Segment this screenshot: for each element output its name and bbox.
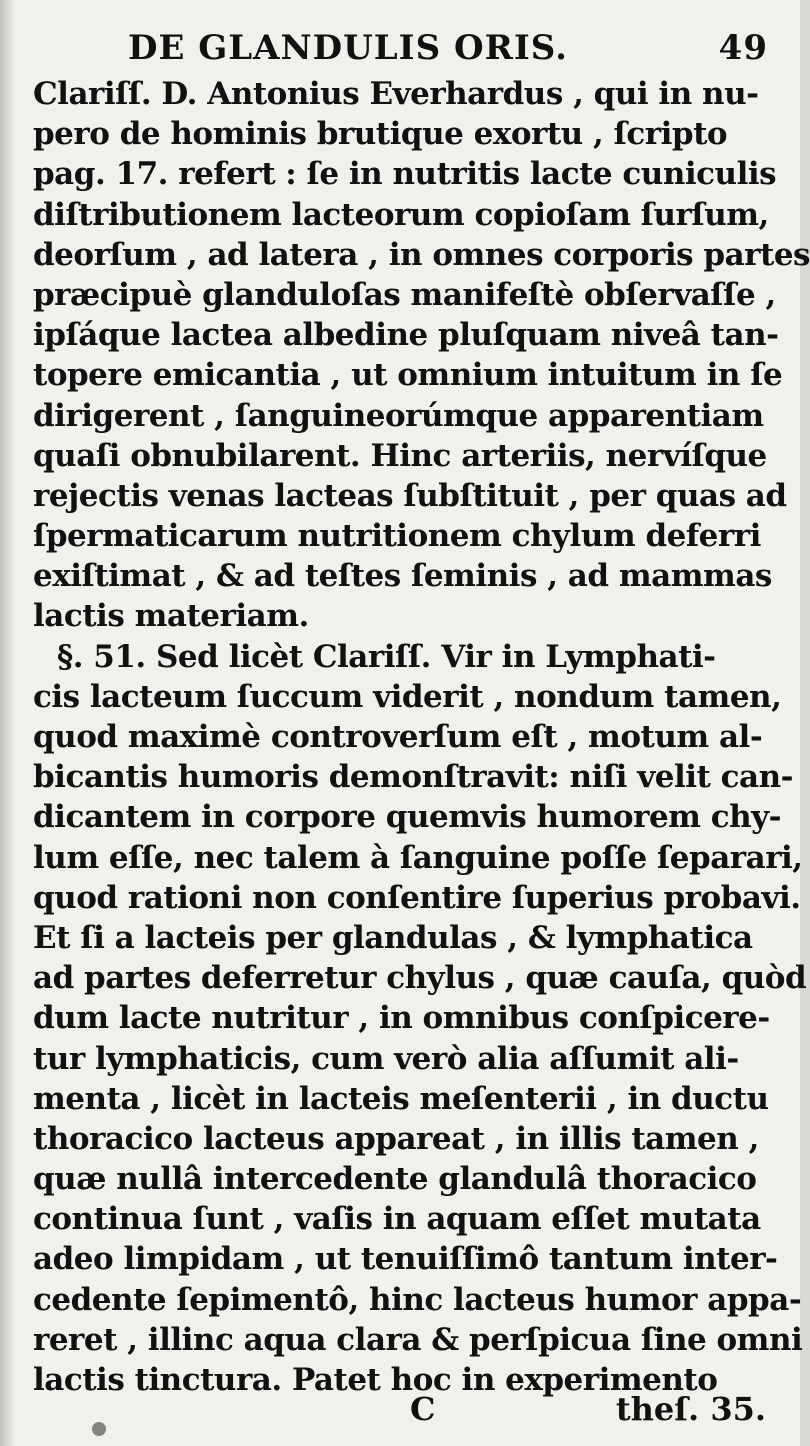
signature-mark: C bbox=[410, 1390, 436, 1428]
text-line: dirigerent , ſanguineorúmque apparentiam bbox=[33, 397, 764, 434]
text-line: quæ nullâ intercedente glandulâ thoracico bbox=[33, 1161, 757, 1198]
text-line: Clariſſ. D. Antonius Everhardus , qui in nu- bbox=[33, 76, 759, 112]
page-footer bbox=[33, 1388, 766, 1430]
text-line: topere emicantia , ut omnium intuitum in ſe bbox=[33, 357, 783, 394]
text-line: Et ſi a lacteis per glandulas , & lymphatica bbox=[33, 919, 753, 956]
text-line: quaſi obnubilarent. Hinc arteriis, nervíſque bbox=[33, 437, 767, 474]
text-line: ſpermaticarum nutritionem chylum deferri bbox=[33, 518, 761, 555]
text-line: diſtributionem lacteorum copioſam ſurſum, bbox=[33, 196, 769, 233]
text-line: lum eſſe, nec talem à ſanguine poſſe ſeparari, bbox=[33, 839, 803, 876]
text-line: deorſum , ad latera , in omnes corporis partes bbox=[33, 236, 810, 273]
text-line: quod maximè controverſum eſt , motum al- bbox=[33, 719, 763, 755]
text-line: rejectis venas lacteas ſubſtituit , per quas ad bbox=[33, 477, 787, 514]
text-line: dicantem in corpore quemvis humorem chy- bbox=[33, 799, 782, 836]
ink-spot bbox=[92, 1422, 106, 1436]
text-line: ipſáque lactea albedine pluſquam niveâ tan- bbox=[33, 317, 779, 354]
text-line: bicantis humoris demonſtravit: niſi velit can- bbox=[33, 759, 794, 796]
text-line: continua ſunt , vaſis in aquam eſſet mutata bbox=[33, 1201, 761, 1238]
catchword: theſ. 35. bbox=[615, 1390, 766, 1428]
text-line: lactis tinctura. Patet hoc in experimento bbox=[33, 1362, 718, 1398]
text-line: thoracico lacteus appareat , in illis tamen , bbox=[33, 1120, 759, 1157]
running-head bbox=[128, 24, 768, 72]
running-title: DE GLANDULIS ORIS. bbox=[128, 28, 568, 68]
text-line: exiſtimat , & ad teſtes ſeminis , ad mammas bbox=[33, 558, 772, 595]
text-line: cis lacteum ſuccum viderit , nondum tamen, bbox=[33, 678, 782, 715]
text-line: quod rationi non conſentire ſuperius probavi. bbox=[33, 879, 801, 916]
text-line: ad partes deferretur chylus , quæ cauſa, quòd bbox=[33, 960, 807, 997]
section-start-line: §. 51. Sed licèt Clariſſ. Vir in Lymphati- bbox=[57, 638, 716, 675]
page-number: 49 bbox=[718, 28, 768, 68]
text-line: dum lacte nutritur , in omnibus conſpicere- bbox=[33, 1000, 770, 1037]
text-line: præcipuè glanduloſas manifeſtè obſervaſſe , bbox=[33, 276, 776, 313]
text-line: reret , illinc aqua clara & perſpicua ſine omni bbox=[33, 1321, 803, 1358]
text-line: adeo limpidam , ut tenuiſſimô tantum inter- bbox=[33, 1241, 778, 1278]
main-text-block bbox=[33, 74, 810, 1398]
text-line: pero de hominis brutique exortu , ſcripto bbox=[33, 116, 728, 153]
text-line: tur lymphaticis, cum verò alia aſſumit ali- bbox=[33, 1040, 739, 1077]
text-line: cedente ſepimentô, hinc lacteus humor appa- bbox=[33, 1281, 802, 1318]
text-line: lactis materiam. bbox=[33, 598, 309, 635]
text-line: menta , licèt in lacteis meſenterii , in ductu bbox=[33, 1080, 769, 1117]
text-line: pag. 17. refert : ſe in nutritis lacte cuniculis bbox=[33, 156, 777, 193]
